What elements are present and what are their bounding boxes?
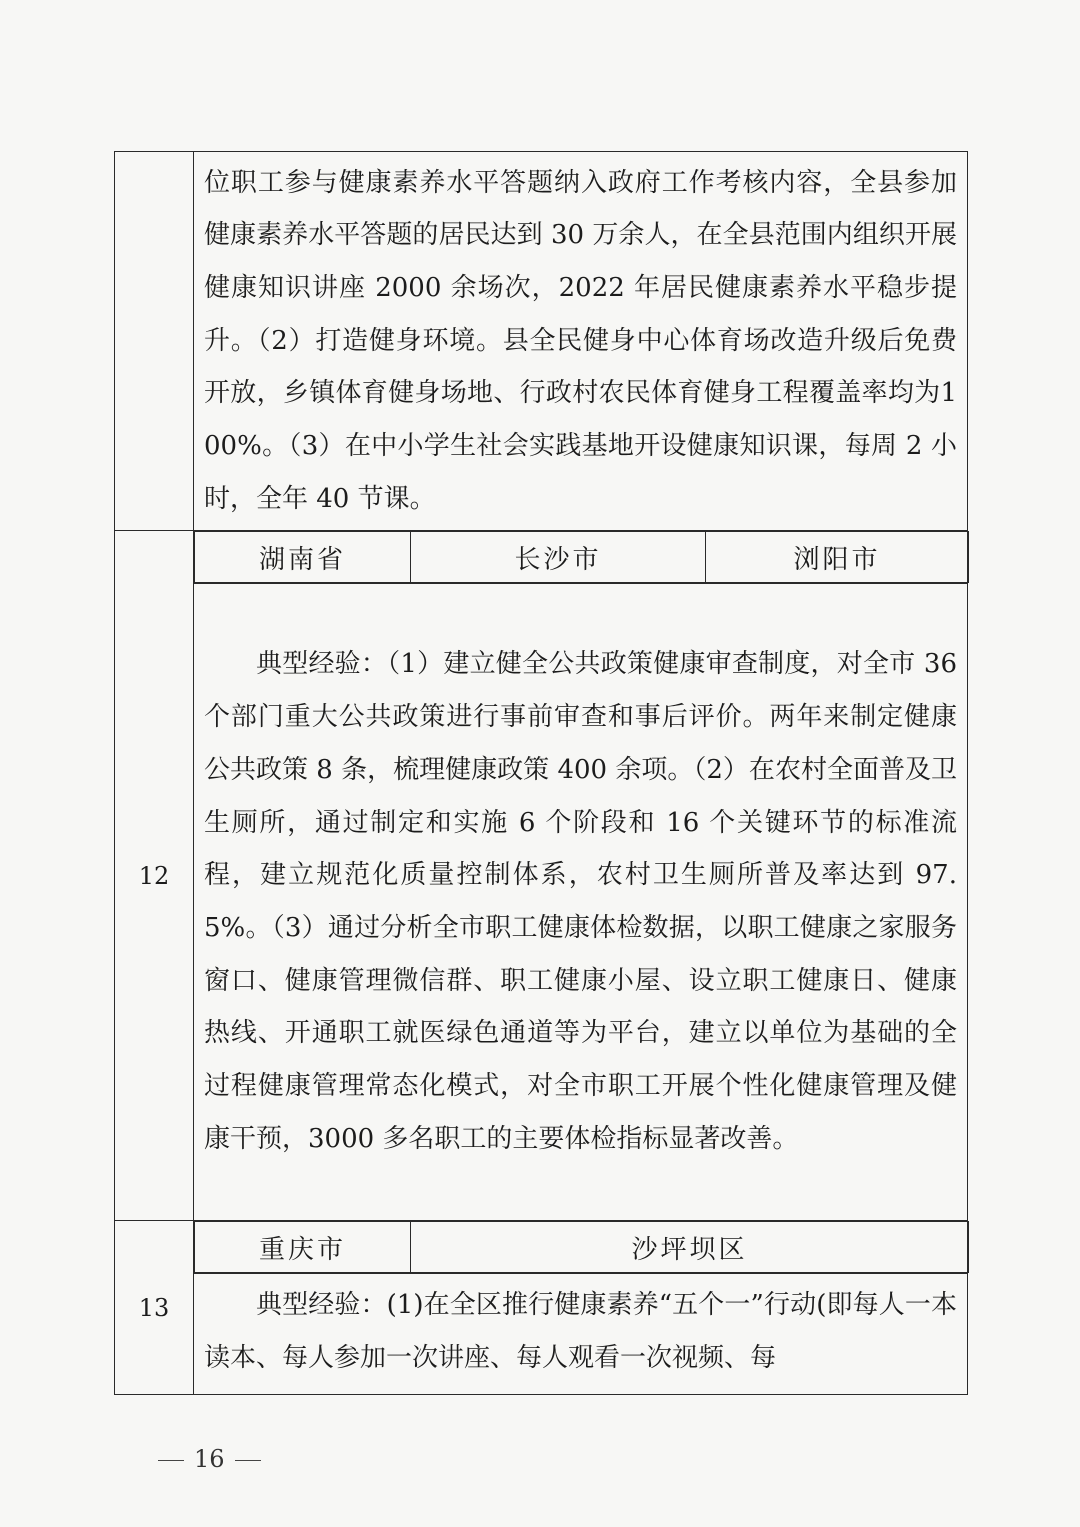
row-13-location-table xyxy=(194,1221,969,1273)
row-number-13: 13 xyxy=(115,1221,194,1395)
row-13-experience-text: 典型经验：(1)在全区推行健康素养“五个一”行动(即每人一本读本、每人参加一次讲座、每人观看一次视频、每 xyxy=(204,1290,957,1373)
table-row-12-experience xyxy=(115,584,968,1221)
footer-dash-right xyxy=(235,1460,261,1461)
row-13-district: 沙坪坝区 xyxy=(411,1222,969,1273)
experience-table xyxy=(114,151,968,1395)
row-12-city: 长沙市 xyxy=(411,532,706,583)
row-13-province: 重庆市 xyxy=(195,1222,411,1273)
row-13-experience-cell xyxy=(194,1274,968,1395)
row-12-location-cell xyxy=(194,531,968,584)
row-13-location-cell xyxy=(194,1221,968,1274)
row-12-experience-text: 典型经验：（1）建立健全公共政策健康审查制度，对全市 36 个部门重大公共政策进行事前审查和事后评价。两年来制定健康公共政策 8 条，梳理健康政策 400 余项。（2）在农村全面普及卫生厕所，通过制定和实施 6 个阶段和 16 个关键环节的标准流程，建立规范化质量控制体系，农村卫生厕所普及率达到 97.5%。（3）通过分析全市职工健康体检数据，以职工健康之家服务窗口、健康管理微信群、职工健康小屋、设立职工健康日、健康热线、开通职工就医绿色通道等为平台，建立以单位为基础的全过程健康管理常态化模式，对全市职工开展个性化健康管理及健康干预，3000 多名职工的主要体检指标显著改善。 xyxy=(194,584,968,1221)
footer-dash-left xyxy=(158,1460,184,1461)
row-number-12: 12 xyxy=(115,531,194,1221)
page-footer xyxy=(148,1445,271,1473)
table-row-13-experience xyxy=(115,1274,968,1395)
page-number: 16 xyxy=(194,1445,225,1473)
row-11-experience-text: 位职工参与健康素养水平答题纳入政府工作考核内容，全县参加健康素养水平答题的居民达到 30 万余人，在全县范围内组织开展健康知识讲座 2000 余场次，2022 年居民健康素养水平稳步提升。（2）打造健身环境。县全民健身中心体育场改造升级后免费开放，乡镇体育健身场地、行政村农民体育健身工程覆盖率均为100%。（3）在中小学生社会实践基地开设健康知识课，每周 2 小时，全年 40 节课。 xyxy=(194,152,968,531)
row-12-location-table xyxy=(194,531,969,583)
row-12-county: 浏阳市 xyxy=(706,532,969,583)
table-row-12-location xyxy=(115,531,968,584)
table-row-11-continued xyxy=(115,152,968,531)
row-number-cell-empty xyxy=(115,152,194,531)
table-row-13-location xyxy=(115,1221,968,1274)
row-12-province: 湖南省 xyxy=(195,532,411,583)
